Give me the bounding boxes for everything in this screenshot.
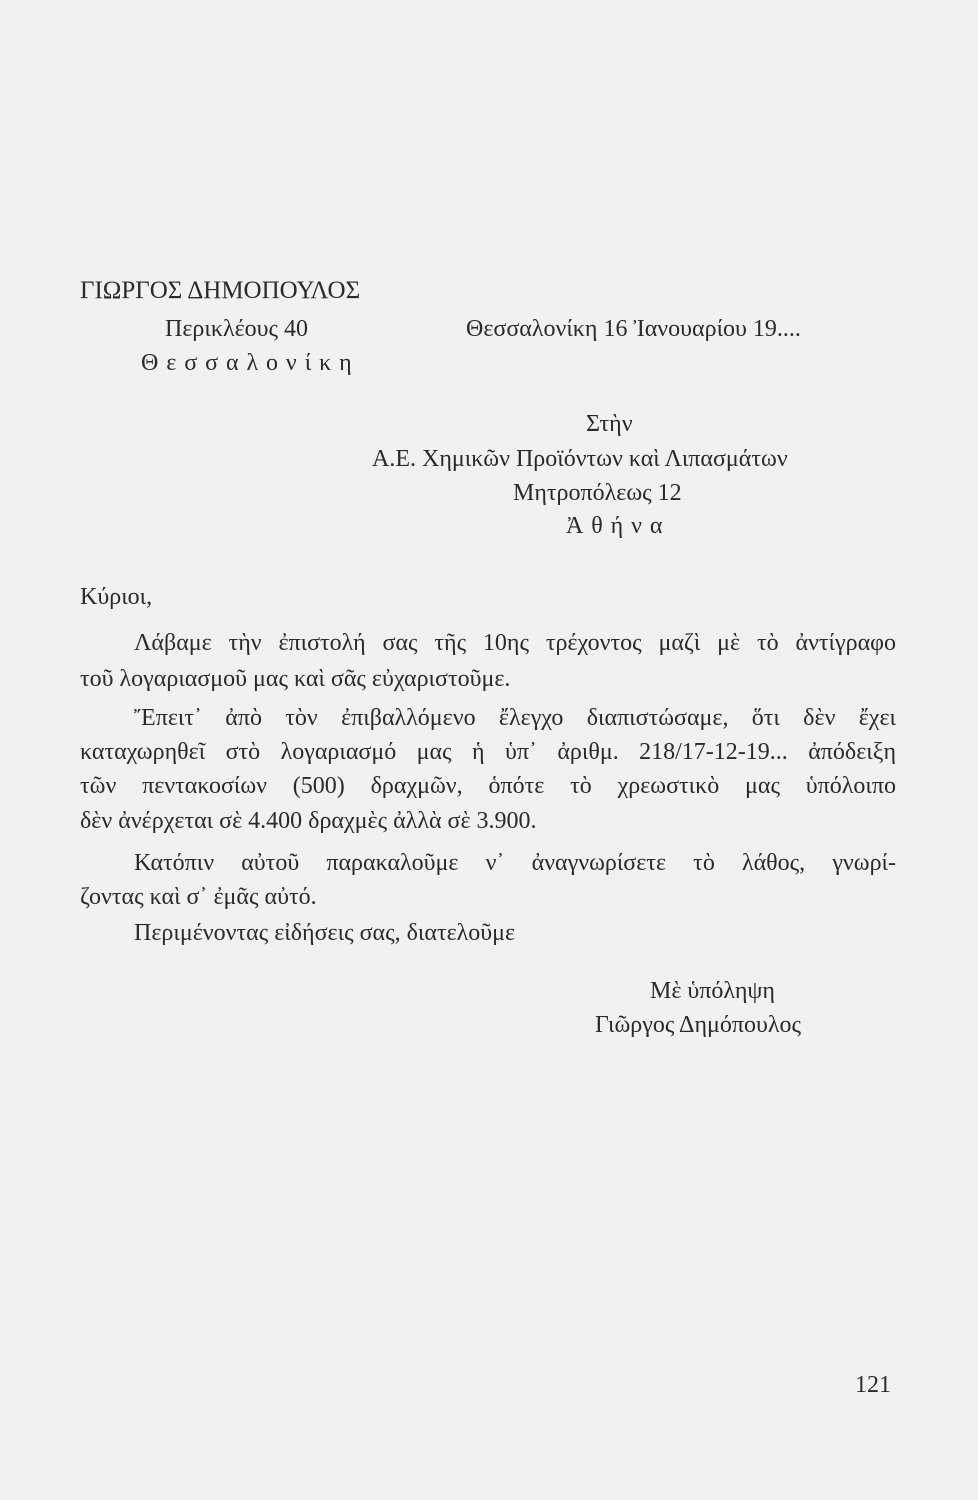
salutation: Κύριοι, (80, 584, 153, 610)
body-line-7: Κατόπιν αὐτοῦ παρακαλοῦμε ν᾽ ἀναγνωρίσετε τὸ λάθος, γνωρί- (134, 850, 896, 876)
body-line-9: Περιμένοντας εἰδήσεις σας, διατελοῦμε (134, 920, 516, 946)
body-line-2: τοῦ λογαριασμοῦ μας καὶ σᾶς εὐχαριστοῦμε. (80, 666, 511, 692)
body-line-6: δὲν ἀνέρχεται σὲ 4.400 δραχμὲς ἀλλὰ σὲ 3.900. (80, 808, 537, 834)
sender-name: ΓΙΩΡΓΟΣ ΔΗΜΟΠΟΥΛΟΣ (80, 277, 361, 304)
closing: Μὲ ὑπόληψη (650, 978, 775, 1004)
body-line-5: τῶν πεντακοσίων (500) δραχμῶν, ὁπότε τὸ χρεωστικὸ μας ὑπόλοιπο (80, 773, 896, 799)
body-line-4: καταχωρηθεῖ στὸ λογαριασμό μας ἡ ὑπ᾽ ἀριθμ. 218/17-12-19... ἀπόδειξη (80, 739, 896, 765)
body-line-1: Λάβαμε τὴν ἐπιστολή σας τῆς 10ης τρέχοντος μαζὶ μὲ τὸ ἀντίγραφο (134, 630, 896, 656)
page-number: 121 (855, 1372, 891, 1398)
recipient-city: Ἀθήνα (566, 513, 671, 539)
body-line-8: ζοντας καὶ σ᾽ ἐμᾶς αὐτό. (80, 884, 317, 910)
sender-city: Θεσσαλονίκη (141, 350, 360, 376)
recipient-street: Μητροπόλεως 12 (513, 480, 682, 506)
recipient-company: Α.Ε. Χημικῶν Προϊόντων καὶ Λιπασμάτων (372, 446, 788, 472)
body-line-3: Ἔπειτ᾽ ἀπὸ τὸν ἐπιβαλλόμενο ἔλεγχο διαπιστώσαμε, ὅτι δὲν ἔχει (134, 705, 896, 731)
recipient-prefix: Στὴν (586, 411, 633, 437)
date-line: Θεσσαλονίκη 16 Ἰανουαρίου 19.... (466, 316, 801, 342)
sender-street: Περικλέους 40 (165, 316, 309, 342)
signature: Γιῶργος Δημόπουλος (595, 1012, 802, 1038)
